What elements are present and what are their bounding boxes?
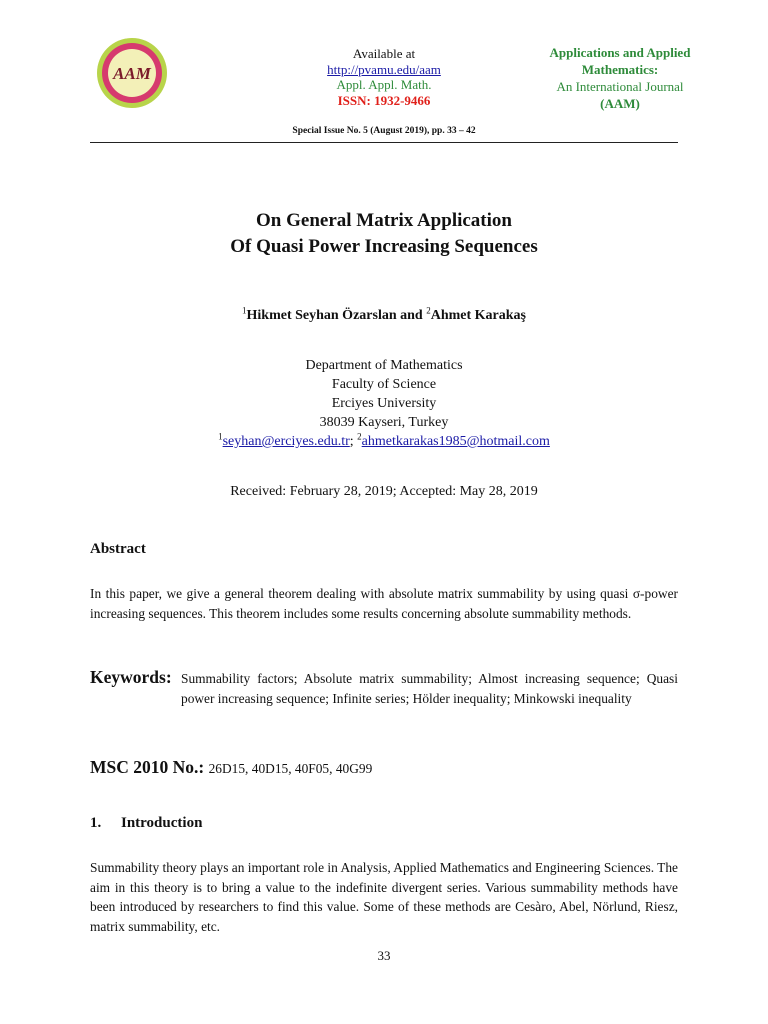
received-accepted-dates: Received: February 28, 2019; Accepted: May 28, 2019 — [230, 484, 538, 499]
author2-sup: 2 — [426, 305, 431, 316]
journal-name-line2: Mathematics: — [581, 62, 659, 77]
abstract-text: In this paper, we give a general theorem dealing with absolute matrix summability by using quasi σ-power increasing sequences. This theorem includes some results concerning absolute summability methods. — [90, 586, 678, 621]
page-number: 33 — [377, 948, 391, 963]
email2-sup: 2 — [357, 431, 362, 442]
journal-url-link[interactable]: http://pvamu.edu/aam — [327, 61, 441, 77]
journal-logo — [96, 37, 168, 109]
special-issue-line: Special Issue No. 5 (August 2019), pp. 33 – 42 — [292, 126, 476, 136]
introduction-text: Summability theory plays an important role in Analysis, Applied Mathematics and Engineering Sciences. The aim in this theory is to bring a value to the indefinite divergent series. Various summability methods have been introduced by researchers to find this value. Some of these methods are Cesàro, Abel, Nörlund, Riesz, matrix summability, etc. — [90, 860, 678, 934]
university: Erciyes University — [331, 396, 437, 411]
department: Department of Mathematics — [305, 358, 463, 373]
journal-acronym: (AAM) — [600, 96, 640, 111]
title-line-1: On General Matrix Application — [256, 210, 512, 231]
msc-label: MSC 2010 No.: — [90, 757, 205, 777]
keywords-text: Summability factors; Absolute matrix summability; Almost increasing sequence; Quasi power increasing sequence; Infinite series; Hölder inequality; Minkowski inequality — [181, 671, 678, 706]
email-separator: ; — [349, 434, 358, 449]
author1: Hikmet Seyhan Özarslan and — [246, 308, 427, 323]
section-title: Introduction — [121, 815, 203, 831]
authors — [90, 305, 678, 324]
journal-subtitle: An International Journal — [556, 79, 684, 94]
availability-block — [234, 46, 534, 108]
logo-text: AAM — [113, 64, 151, 83]
msc-value: 26D15, 40D15, 40F05, 40G99 — [208, 761, 373, 776]
msc-line — [90, 757, 372, 778]
available-at: Available at — [352, 46, 416, 61]
introduction-heading — [90, 815, 202, 832]
faculty: Faculty of Science — [331, 377, 437, 392]
issn: ISSN: 1932-9466 — [337, 92, 431, 108]
affiliation — [90, 356, 678, 451]
journal-name-line1: Applications and Applied — [549, 45, 691, 60]
email2-link[interactable]: ahmetkarakas1985@hotmail.com — [361, 434, 550, 449]
title-line-2: Of Quasi Power Increasing Sequences — [230, 236, 538, 257]
emails — [90, 432, 678, 451]
author2: Ahmet Karakaş — [430, 308, 526, 323]
abstract-heading: Abstract — [90, 541, 146, 557]
paper-title — [90, 208, 678, 260]
journal-name-block — [520, 44, 720, 112]
journal-abbrev: Appl. Appl. Math. — [336, 77, 432, 92]
city: 38039 Kayseri, Turkey — [319, 415, 449, 430]
section-number: 1. — [90, 815, 102, 831]
author1-sup: 1 — [242, 305, 247, 316]
keywords-label: Keywords: — [90, 667, 172, 687]
email1-link[interactable]: seyhan@erciyes.edu.tr — [222, 434, 350, 449]
email1-sup: 1 — [218, 431, 223, 442]
header-divider — [90, 142, 678, 143]
